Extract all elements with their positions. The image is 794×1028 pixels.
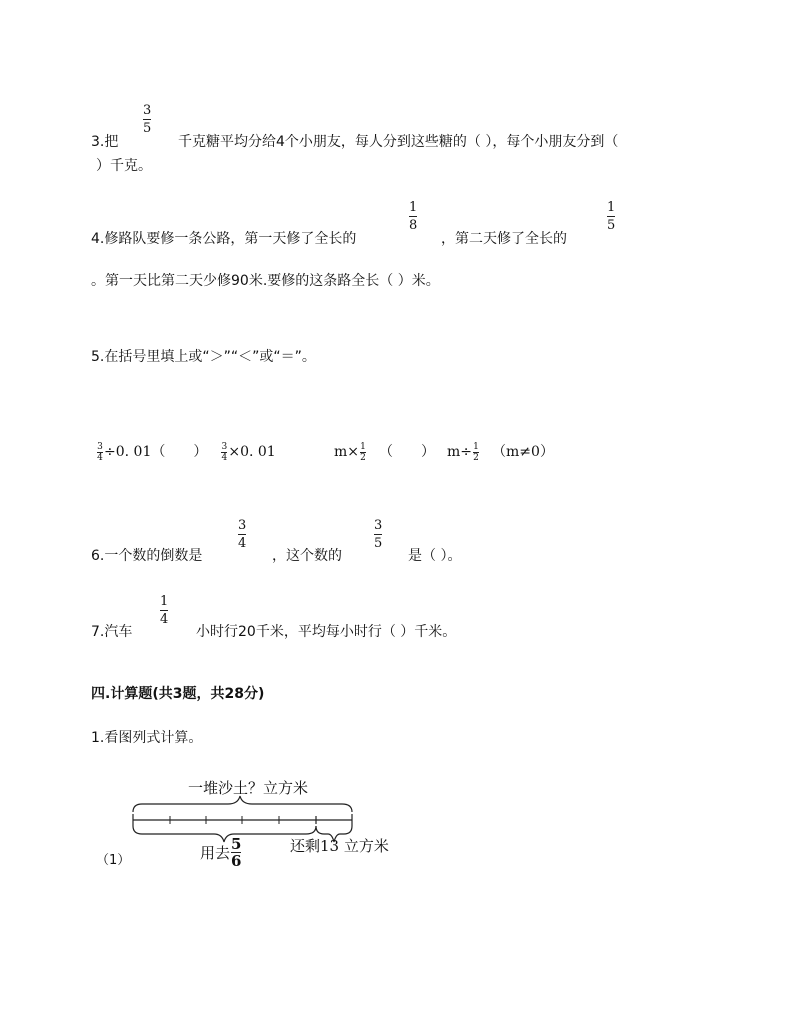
q5-title: 5.在括号里填上或“＞”“＜”或“＝”。 (91, 349, 316, 365)
q4-line2: 。第一天比第二天少修90米.要修的这条路全长（ ）米。 (91, 273, 440, 289)
q6-suffix: 是（ ）。 (408, 548, 462, 564)
q4-fraction-2: 1 5 (607, 200, 616, 233)
figure-label: （1） (96, 853, 131, 868)
q4-prefix: 4.修路队要修一条公路，第一天修了全长的 (91, 231, 357, 247)
line-segment-figure (96, 770, 406, 870)
section4-question-1: 1.看图列式计算。 (91, 730, 203, 746)
q7-prefix: 7.汽车 (91, 624, 133, 640)
q4-fraction-1: 1 8 (409, 200, 418, 233)
q7-fraction: 1 4 (160, 594, 169, 627)
top-brace (133, 796, 352, 812)
remain-label: 还剩13 立方米 (290, 837, 389, 855)
q5-frac-b: $\frac{3}{4}$ (221, 441, 228, 463)
figure-top-label: 一堆沙土？立方米 (188, 779, 309, 797)
q6-fraction-1: 3 4 (238, 518, 247, 551)
q5-frac-c: $\frac{1}{2}$ (360, 441, 366, 463)
q5-frac-a: $\frac{3}{4}$ (97, 441, 103, 463)
q5-frac-d: $\frac{1}{2}$ (473, 441, 479, 463)
q5-expression-1: $\frac{3}{4}$ ÷0. 01（ ） $\frac{3}{4}$ ×0. 01 (97, 441, 276, 463)
q5-expression-2: m× $\frac{1}{2}$ （ ） m÷ $\frac{1}{2}$ （m≠0） (334, 441, 554, 463)
used-label: 用去 $\frac{5}{6}$ (200, 835, 242, 870)
q3-prefix: 3.把 (91, 134, 119, 150)
q6-prefix: 6.一个数的倒数是 (91, 548, 203, 564)
q7-suffix: 小时行20千米，平均每小时行（ ）千米。 (196, 624, 457, 640)
q3-text: 千克糖平均分给4个小朋友，每人分到这些糖的（ ），每个小朋友分到（ (178, 134, 619, 150)
section-title: 四.计算题(共3题，共28分) (91, 686, 265, 702)
q4-mid: ，第二天修了全长的 (441, 231, 567, 247)
q6-fraction-2: 3 5 (374, 518, 383, 551)
used-fraction: $\frac{5}{6}$ (231, 835, 242, 870)
q3-fraction: 3 5 (143, 103, 152, 136)
q6-mid: ，这个数的 (272, 548, 342, 564)
q3-line2: ）千克。 (96, 158, 152, 174)
